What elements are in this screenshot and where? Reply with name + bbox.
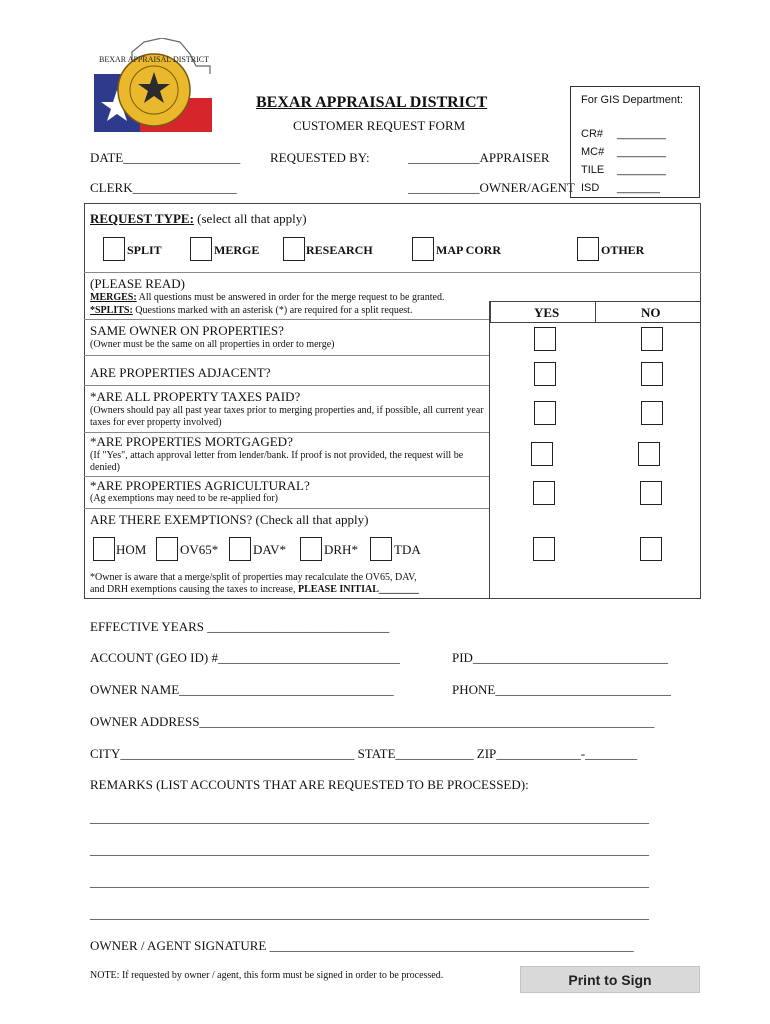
map-corr-checkbox[interactable] [412, 237, 434, 261]
account-geo-id-field[interactable]: ACCOUNT (GEO ID) #____________________________ [90, 650, 400, 665]
page-title: BEXAR APPRAISAL DISTRICT [256, 94, 488, 111]
gis-title: For GIS Department: [581, 94, 684, 106]
city-state-zip-field[interactable]: CITY____________________________________ STATE____________ ZIP_____________-________ [90, 746, 638, 761]
question-note: (Ag exemptions may need to be re-applied for) [90, 493, 278, 504]
question-label: ARE PROPERTIES ADJACENT? [90, 365, 271, 380]
gis-isd-field[interactable]: _______ [617, 182, 660, 194]
merges-note: MERGES: All questions must be answered in order for the merge request to be granted. [90, 292, 445, 303]
question-label: SAME OWNER ON PROPERTIES? [90, 323, 284, 338]
question-label: *ARE PROPERTIES AGRICULTURAL? [90, 478, 310, 493]
split-checkbox[interactable] [103, 237, 125, 261]
ov65-checkbox[interactable] [156, 537, 178, 561]
no-header: NO [641, 305, 661, 320]
remarks-line[interactable]: ______________________________________________________________________________________ [90, 906, 649, 921]
taxes-paid-yes-checkbox[interactable] [534, 401, 556, 425]
dav-label: DAV* [253, 542, 286, 557]
question-note: (Owner must be the same on all properties in order to merge) [90, 339, 335, 350]
pid-field[interactable]: PID______________________________ [452, 650, 668, 665]
gis-tile-field[interactable]: ________ [617, 164, 666, 176]
question-note: (Owners should pay all past year taxes prior to merging properties and, if possible, all current year taxes for ever property involved) [90, 405, 484, 428]
splits-note: *SPLITS: Questions marked with an asterisk (*) are required for a split request. [90, 305, 413, 316]
dav-checkbox[interactable] [229, 537, 251, 561]
owner-address-field[interactable]: OWNER ADDRESS______________________________________________________________________ [90, 714, 655, 729]
exemptions-question: ARE THERE EXEMPTIONS? (Check all that apply) [90, 512, 369, 527]
gis-row: MC# ________ [581, 146, 666, 158]
please-read-heading: (PLEASE READ) [90, 276, 185, 291]
exemption-warning: *Owner is aware that a merge/split of properties may recalculate the OV65, DAV, and DRH exemptions causing the taxes to increase, PLEASE INITIAL________ [90, 572, 419, 595]
adjacent-no-checkbox[interactable] [641, 362, 663, 386]
question-note: (If "Yes", attach approval letter from lender/bank. If proof is not provided, the request will be denied) [90, 450, 464, 473]
remarks-label: REMARKS (LIST ACCOUNTS THAT ARE REQUESTED TO BE PROCESSED): [90, 777, 529, 792]
gis-row: CR# ________ [581, 128, 666, 140]
request-type-heading: REQUEST TYPE: (select all that apply) [90, 211, 307, 226]
tda-label: TDA [394, 542, 421, 557]
hom-checkbox[interactable] [93, 537, 115, 561]
effective-years-field[interactable]: EFFECTIVE YEARS ____________________________ [90, 619, 390, 634]
ov65-label: OV65* [180, 542, 219, 557]
remarks-line[interactable]: ______________________________________________________________________________________ [90, 810, 649, 825]
tda-checkbox[interactable] [370, 537, 392, 561]
exemptions-no-checkbox[interactable] [640, 537, 662, 561]
map-corr-label: MAP CORR [436, 243, 501, 257]
seal-text: BEXAR APPRAISAL DISTRICT [99, 55, 209, 64]
other-checkbox[interactable] [577, 237, 599, 261]
agricultural-no-checkbox[interactable] [640, 481, 662, 505]
remarks-line[interactable]: ______________________________________________________________________________________ [90, 842, 649, 857]
hom-label: HOM [116, 542, 147, 557]
drh-checkbox[interactable] [300, 537, 322, 561]
split-label: SPLIT [127, 243, 162, 257]
bcad-logo [92, 38, 214, 134]
question-label: *ARE ALL PROPERTY TAXES PAID? [90, 389, 301, 404]
gis-row: ISD _______ [581, 182, 660, 194]
page-subtitle: CUSTOMER REQUEST FORM [293, 118, 466, 133]
please-initial-field[interactable]: PLEASE INITIAL________ [298, 583, 419, 595]
adjacent-yes-checkbox[interactable] [534, 362, 556, 386]
print-to-sign-button[interactable]: Print to Sign [520, 966, 700, 993]
gis-mc-field[interactable]: ________ [617, 146, 666, 158]
mortgaged-no-checkbox[interactable] [638, 442, 660, 466]
phone-field[interactable]: PHONE___________________________ [452, 682, 671, 697]
gis-box [570, 86, 700, 198]
signature-field[interactable]: OWNER / AGENT SIGNATURE ________________________________________________________ [90, 938, 634, 953]
exemptions-yes-checkbox[interactable] [533, 537, 555, 561]
other-label: OTHER [601, 243, 645, 257]
remarks-line[interactable]: ______________________________________________________________________________________ [90, 874, 649, 889]
yes-header: YES [534, 305, 560, 320]
owner-name-field[interactable]: OWNER NAME_________________________________ [90, 682, 394, 697]
drh-label: DRH* [324, 542, 358, 557]
agricultural-yes-checkbox[interactable] [533, 481, 555, 505]
gis-row: TILE ________ [581, 164, 666, 176]
mortgaged-yes-checkbox[interactable] [531, 442, 553, 466]
taxes-paid-no-checkbox[interactable] [641, 401, 663, 425]
merge-label: MERGE [214, 243, 260, 257]
divider [84, 272, 701, 273]
owner-agent-field[interactable]: ___________OWNER/AGENT [408, 180, 575, 195]
gis-cr-field[interactable]: ________ [617, 128, 666, 140]
clerk-field[interactable]: CLERK________________ [90, 180, 237, 195]
research-checkbox[interactable] [283, 237, 305, 261]
question-label: *ARE PROPERTIES MORTGAGED? [90, 434, 293, 449]
signature-note: NOTE: If requested by owner / agent, this form must be signed in order to be processed. [90, 970, 444, 981]
appraiser-field[interactable]: ___________APPRAISER [408, 150, 550, 165]
same-owner-yes-checkbox[interactable] [534, 327, 556, 351]
merge-checkbox[interactable] [190, 237, 212, 261]
requested-by-label: REQUESTED BY: [270, 150, 370, 165]
same-owner-no-checkbox[interactable] [641, 327, 663, 351]
date-field[interactable]: DATE__________________ [90, 150, 241, 165]
research-label: RESEARCH [306, 243, 373, 257]
